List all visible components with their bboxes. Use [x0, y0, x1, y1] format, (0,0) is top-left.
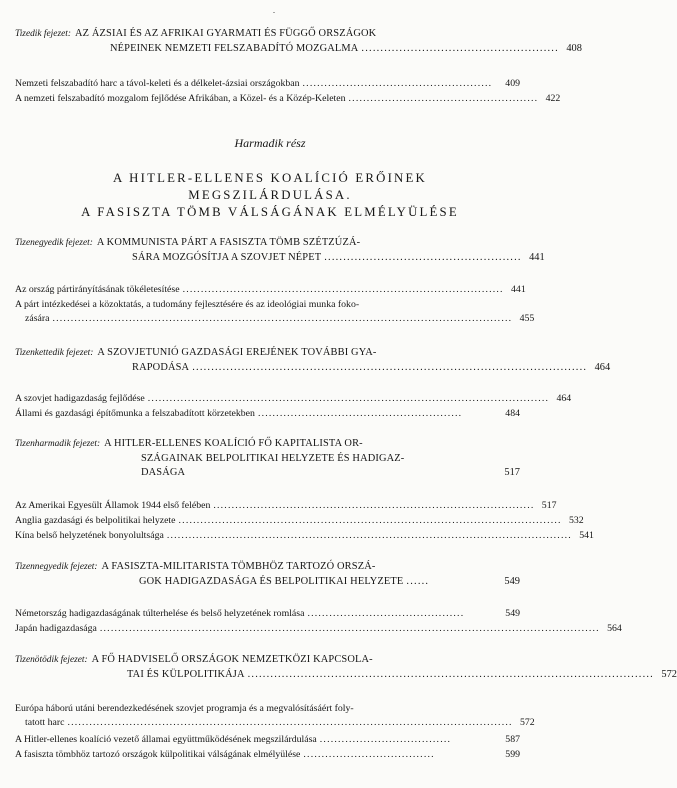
entry-page: 549	[505, 608, 520, 619]
entry-page: 564	[607, 623, 622, 634]
leader-dots: .........................................................................................................................................	[99, 623, 600, 634]
entry-page: 532	[568, 515, 584, 526]
chapter-title-cont: DASÁGA	[141, 467, 186, 478]
entry-page: 517	[541, 500, 557, 511]
entry-title: A nemzeti felszabadító mozgalom fejlődése Afrikában, a Közel- és a Közép-Keleten	[15, 93, 346, 104]
part-title-line-2: MEGSZILÁRDULÁSA.	[188, 188, 352, 202]
chapter-title-cont: NÉPEINEK NEMZETI FELSZABADÍTÓ MOZGALMA	[110, 42, 359, 54]
chapter-10-heading	[15, 27, 582, 56]
chapter-11-heading	[15, 236, 545, 265]
chapter-page: 572	[661, 668, 677, 680]
toc-entry	[15, 748, 520, 762]
chapter-title: A HITLER-ELLENES KOALÍCIÓ FŐ KAPITALISTA OR-	[104, 438, 363, 449]
chapter-title: AZ ÁZSIAI ÉS AZ AFRIKAI GYARMATI ÉS FÜGGŐ ORSZÁGOK	[74, 28, 377, 39]
chapter-label: Tizenkettedik fejezet:	[15, 348, 94, 358]
leader-dots: ........................................................................................	[182, 284, 504, 295]
leader-dots: .........................................................................................................	[178, 515, 562, 526]
entry-title: Az ország pártirányításának tökéletesítése	[15, 284, 180, 295]
toc-entry	[15, 92, 561, 106]
chapter-title: A FASISZTA-MILITARISTA TÖMBHÖZ TARTOZÓ ORSZÁ-	[101, 561, 376, 572]
top-mark: .	[273, 6, 275, 15]
entry-title: A párt intézkedései a közoktatás, a tudomány fejlesztésére és az ideológiai munka foko-	[15, 299, 360, 310]
entry-title: A Hitler-ellenes koalíció vezető államai együttműködésének megszilárdulása	[15, 734, 317, 745]
chapter-label: Tizennegyedik fejezet:	[15, 562, 98, 572]
leader-dots: ....................................................	[302, 78, 493, 89]
chapter-12-heading	[15, 346, 611, 375]
entry-title: Németország hadigazdaságának túlterhelése és belső helyzetének romlása	[15, 608, 305, 619]
chapter-label: Tizedik fejezet:	[15, 29, 71, 39]
toc-entry	[15, 298, 535, 325]
chapter-title: A KOMMUNISTA PÁRT A FASISZTA TÖMB SZÉTZÚZÁ-	[96, 237, 361, 248]
toc-entry	[15, 529, 594, 543]
chapter-title-cont: GOK HADIGAZDASÁGA ÉS BELPOLITIKAI HELYZETE	[139, 575, 404, 587]
part-title-line-1: A HITLER-ELLENES KOALÍCIÓ ERŐINEK	[113, 171, 427, 185]
chapter-14-heading	[15, 560, 520, 589]
part-title-line-3: A FASISZTA TÖMB VÁLSÁGÁNAK ELMÉLYÜLÉSE	[81, 205, 459, 219]
entry-page: 422	[545, 93, 561, 104]
toc-entry	[15, 283, 526, 297]
leader-dots: ...........................................	[307, 608, 465, 619]
entry-title: A szovjet hadigazdaság fejlődése	[15, 393, 145, 404]
entry-title: A fasiszta tömbhöz tartozó országok külpolitikai válságának elmélyülése	[15, 749, 301, 760]
leader-dots: ..........................................................................................................................	[67, 716, 513, 728]
leader-dots: ......	[406, 575, 430, 587]
entry-title: Japán hadigazdasága	[15, 623, 97, 634]
toc-entry	[15, 607, 520, 621]
chapter-label: Tizenötödik fejezet:	[15, 655, 88, 665]
leader-dots: ...........................................................................................................	[247, 668, 654, 680]
leader-dots: ....................................................	[324, 251, 522, 263]
entry-page: 587	[505, 734, 520, 745]
toc-entry	[15, 407, 520, 421]
entry-page: 541	[579, 530, 594, 541]
leader-dots: ........................................................	[257, 408, 463, 419]
toc-entry	[15, 392, 572, 406]
leader-dots: ....................................	[303, 749, 435, 760]
chapter-page: 441	[529, 251, 545, 263]
leader-dots: ....................................................	[361, 42, 559, 54]
toc-entry	[15, 77, 520, 91]
chapter-page: 549	[504, 575, 520, 587]
entry-title-cont: zására	[25, 312, 50, 324]
leader-dots: ..............................................................................................................................	[52, 312, 513, 324]
part-label: Harmadik rész	[234, 136, 306, 150]
chapter-page: 464	[594, 361, 611, 373]
chapter-page: 517	[504, 467, 520, 478]
chapter-label: Tizenegyedik fejezet:	[15, 238, 93, 248]
entry-title: Nemzeti felszabadító harc a távol-keleti és a délkelet-ázsiai országokban	[15, 78, 300, 89]
chapter-title-cont: RAPODÁSA	[132, 361, 190, 373]
entry-page: 409	[505, 78, 520, 89]
leader-dots: ........................................................................................................	[192, 361, 588, 373]
entry-title: Az Amerikai Egyesült Államok 1944 első felében	[15, 500, 211, 511]
entry-page: 464	[556, 393, 572, 404]
entry-page: 455	[519, 312, 535, 324]
toc-entry	[15, 622, 622, 636]
leader-dots: ........................................................................................	[213, 500, 535, 511]
leader-dots: ..............................................................................................................	[147, 393, 550, 404]
leader-dots: ....................................................	[348, 93, 539, 104]
entry-page: 599	[505, 749, 520, 760]
toc-entry	[15, 514, 584, 528]
leader-dots: ...............................................................................................................	[166, 530, 572, 541]
chapter-label: Tizenharmadik fejezet:	[15, 439, 101, 449]
chapter-page: 408	[566, 42, 582, 54]
chapter-15-heading	[15, 653, 677, 682]
chapter-title: A FŐ HADVISELŐ ORSZÁGOK NEMZETKÖZI KAPCSOLA-	[91, 654, 373, 665]
entry-title: Anglia gazdasági és belpolitikai helyzete	[15, 515, 176, 526]
chapter-title: A SZOVJETUNIÓ GAZDASÁGI EREJÉNEK TOVÁBBI GYA-	[97, 347, 377, 358]
entry-page: 441	[511, 284, 526, 295]
entry-title: Európa háború utáni berendezkedésének szovjet programja és a megvalósításáért foly-	[15, 703, 354, 714]
leader-dots: ....................................	[319, 734, 452, 745]
chapter-title-cont: TAI ÉS KÜLPOLITIKÁJA	[127, 668, 245, 680]
chapter-title-cont: SÁRA MOZGÓSÍTJA A SZOVJET NÉPET	[132, 251, 322, 263]
entry-title-cont: tatott harc	[25, 716, 65, 728]
toc-entry	[15, 702, 535, 729]
entry-page: 484	[505, 408, 520, 419]
chapter-13-heading	[15, 437, 520, 481]
toc-entry	[15, 499, 557, 513]
chapter-title-cont: SZÁGAINAK BELPOLITIKAI HELYZETE ÉS HADIGAZ-	[141, 452, 405, 464]
entry-title: Állami és gazdasági építőmunka a felszabadított körzetekben	[15, 408, 255, 419]
entry-page: 572	[519, 716, 535, 728]
entry-title: Kína belső helyzetének bonyolultsága	[15, 530, 164, 541]
toc-entry	[15, 733, 520, 747]
